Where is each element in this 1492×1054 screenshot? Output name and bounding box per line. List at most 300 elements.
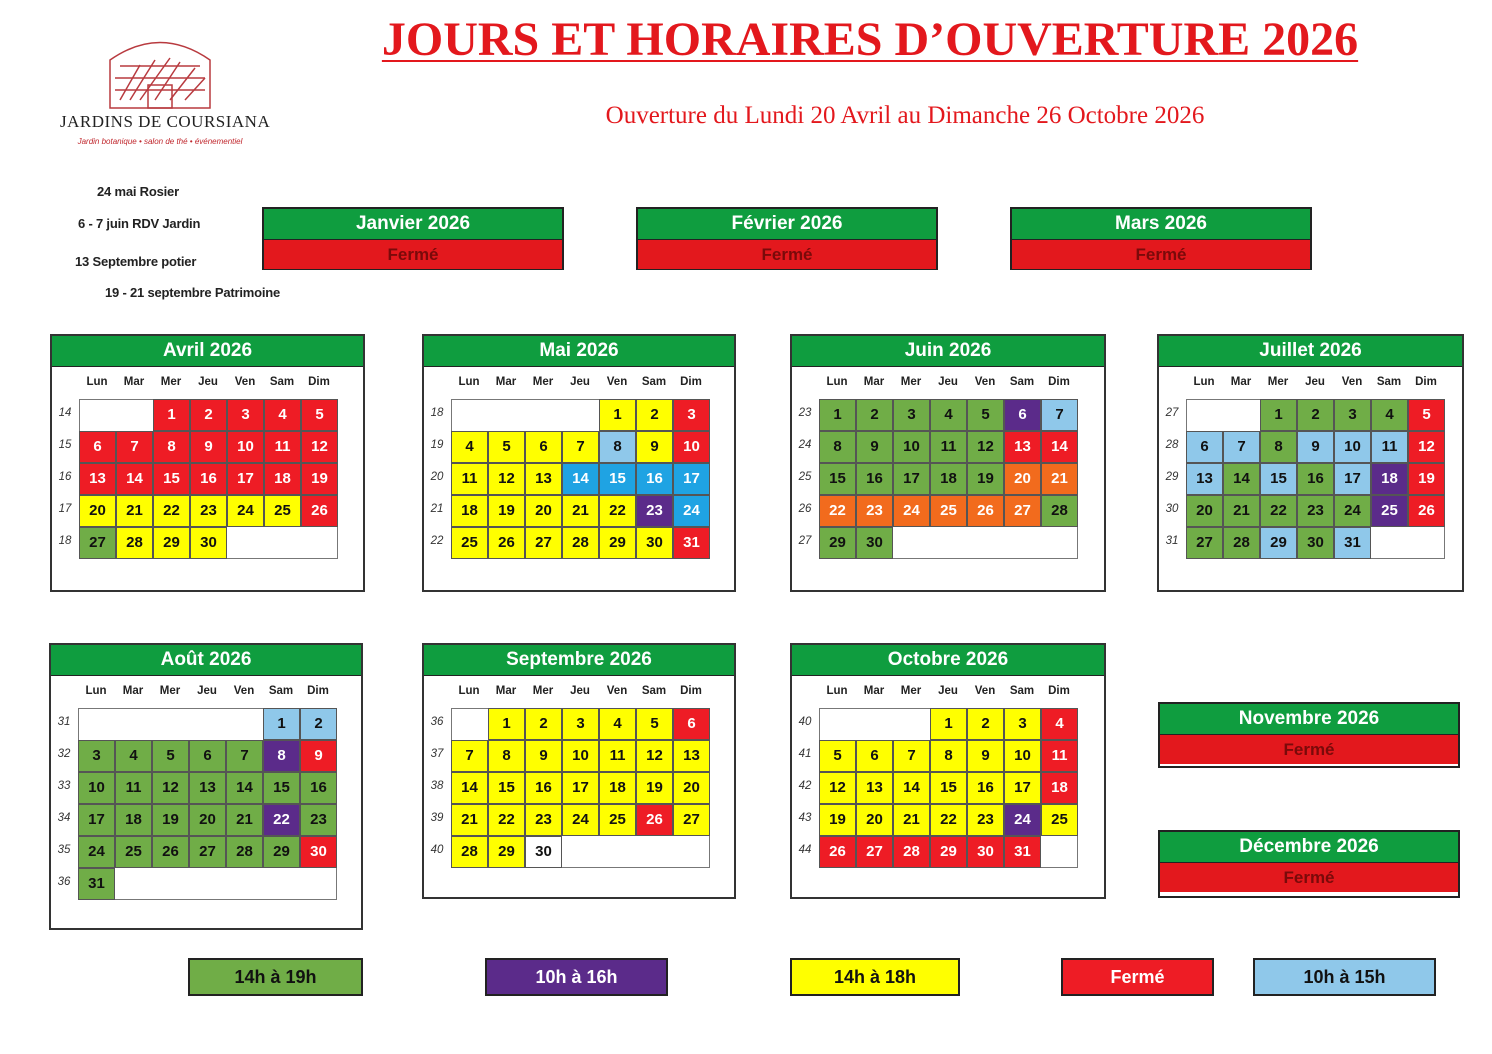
- day-cell: 20: [525, 495, 562, 527]
- day-cell: 18: [930, 463, 967, 495]
- weekday-label: Mar: [495, 685, 517, 697]
- weekday-label: Mar: [863, 685, 885, 697]
- day-cell: 12: [488, 463, 525, 495]
- day-cell: 1: [930, 708, 967, 740]
- closed-month-status: Fermé: [1160, 863, 1458, 892]
- day-cell: 19: [819, 804, 856, 836]
- day-cell: 30: [525, 836, 562, 868]
- weekday-label: Sam: [1376, 376, 1402, 388]
- day-cell: 3: [673, 399, 710, 431]
- day-cell: 27: [189, 836, 226, 868]
- calendar-title: Septembre 2026: [424, 645, 734, 676]
- weekday-label: Ven: [974, 376, 996, 388]
- day-cell: 2: [190, 399, 227, 431]
- legend-label: 14h à 18h: [833, 967, 917, 987]
- day-cell: 1: [488, 708, 525, 740]
- day-cell: 9: [1297, 431, 1334, 463]
- day-cell: 15: [488, 772, 525, 804]
- day-cell: 16: [1297, 463, 1334, 495]
- weekday-label: Lun: [1193, 376, 1215, 388]
- closed-month-decembre: [1158, 830, 1460, 898]
- day-cell: 29: [263, 836, 300, 868]
- day-cell: 28: [1223, 527, 1260, 559]
- day-cell: 19: [301, 463, 338, 495]
- day-cell: 27: [1004, 495, 1041, 527]
- week-number: 15: [58, 439, 72, 451]
- day-cell: 25: [1041, 804, 1078, 836]
- week-number: 18: [430, 407, 444, 419]
- weekday-label: Mar: [123, 376, 145, 388]
- day-cell: 8: [930, 740, 967, 772]
- weekday-label: Sam: [641, 376, 667, 388]
- day-cell: 8: [1260, 431, 1297, 463]
- day-cell: 16: [967, 772, 1004, 804]
- day-cell: 14: [1223, 463, 1260, 495]
- day-cell: 12: [636, 740, 673, 772]
- day-cell: 2: [967, 708, 1004, 740]
- weekday-label: Dim: [680, 685, 702, 697]
- legend-item: [790, 958, 960, 996]
- day-cell: 1: [1260, 399, 1297, 431]
- day-cell: 22: [1260, 495, 1297, 527]
- closed-month-status: Fermé: [638, 240, 936, 269]
- weekday-label: Mer: [532, 685, 554, 697]
- day-cell: 6: [1186, 431, 1223, 463]
- day-cell: 23: [636, 495, 673, 527]
- day-cell: 29: [599, 527, 636, 559]
- day-cell: 5: [152, 740, 189, 772]
- week-number: 40: [430, 844, 444, 856]
- day-cell: 26: [967, 495, 1004, 527]
- weekday-label: Dim: [1048, 376, 1070, 388]
- week-number: 17: [58, 503, 72, 515]
- week-number: 19: [430, 439, 444, 451]
- day-cell: 28: [116, 527, 153, 559]
- day-cell: 12: [967, 431, 1004, 463]
- logo-tagline: Jardin botanique • salon de thé • événementiel: [77, 137, 243, 146]
- day-cell: 27: [673, 804, 710, 836]
- day-cell: 9: [190, 431, 227, 463]
- weekday-label: Jeu: [570, 685, 590, 697]
- day-cell: 7: [451, 740, 488, 772]
- weekday-label: Ven: [233, 685, 255, 697]
- day-cell: 5: [967, 399, 1004, 431]
- weekday-label: Dim: [307, 685, 329, 697]
- day-cell: 5: [301, 399, 338, 431]
- day-cell: 18: [599, 772, 636, 804]
- day-cell: 13: [856, 772, 893, 804]
- weekday-label: Mar: [122, 685, 144, 697]
- day-cell: 16: [525, 772, 562, 804]
- day-cell: 3: [227, 399, 264, 431]
- week-number: 27: [1165, 407, 1179, 419]
- calendar-octobre: [790, 643, 1106, 899]
- day-cell: 16: [856, 463, 893, 495]
- day-cell: 7: [226, 740, 263, 772]
- week-number: 25: [798, 471, 812, 483]
- weekday-label: Ven: [606, 376, 628, 388]
- day-cell: 14: [893, 772, 930, 804]
- day-cell: 22: [930, 804, 967, 836]
- day-cell: 12: [1408, 431, 1445, 463]
- day-cell: 20: [1004, 463, 1041, 495]
- day-cell: 15: [819, 463, 856, 495]
- legend-item: [485, 958, 668, 996]
- calendar-title: Juillet 2026: [1159, 336, 1462, 367]
- weekday-label: Lun: [458, 685, 480, 697]
- week-number: 42: [798, 780, 812, 792]
- day-cell: 25: [1371, 495, 1408, 527]
- day-cell: 29: [819, 527, 856, 559]
- day-cell: 28: [893, 836, 930, 868]
- day-cell: 1: [263, 708, 300, 740]
- weekday-label: Lun: [458, 376, 480, 388]
- weekday-label: Dim: [1415, 376, 1437, 388]
- closed-month-janvier: [262, 207, 564, 270]
- day-cell: 11: [1371, 431, 1408, 463]
- day-cell: 9: [300, 740, 337, 772]
- day-cell: 28: [562, 527, 599, 559]
- day-cell: 21: [226, 804, 263, 836]
- day-cell: 6: [856, 740, 893, 772]
- calendar-title: Octobre 2026: [792, 645, 1104, 676]
- day-cell: 28: [226, 836, 263, 868]
- day-cell: 30: [856, 527, 893, 559]
- week-number: 18: [58, 535, 72, 547]
- day-cell: 26: [819, 836, 856, 868]
- day-cell: 17: [562, 772, 599, 804]
- day-cell: 23: [300, 804, 337, 836]
- day-cell: 7: [1223, 431, 1260, 463]
- day-cell: 2: [636, 399, 673, 431]
- weekday-label: Mer: [160, 376, 182, 388]
- day-cell: 13: [525, 463, 562, 495]
- day-cell: 2: [856, 399, 893, 431]
- day-cell: 1: [153, 399, 190, 431]
- day-cell: 11: [115, 772, 152, 804]
- week-number: 16: [58, 471, 72, 483]
- day-cell: 27: [79, 527, 116, 559]
- day-cell: 20: [79, 495, 116, 527]
- day-cell: 25: [599, 804, 636, 836]
- day-cell: 28: [1041, 495, 1078, 527]
- week-number: 23: [798, 407, 812, 419]
- day-cell: 17: [227, 463, 264, 495]
- day-cell: 10: [562, 740, 599, 772]
- day-cell: 20: [673, 772, 710, 804]
- event-item: 19 - 21 septembre Patrimoine: [105, 285, 281, 300]
- day-cell: 9: [525, 740, 562, 772]
- closed-month-title: Novembre 2026: [1160, 704, 1458, 735]
- day-cell: 12: [152, 772, 189, 804]
- weekday-label: Mer: [159, 685, 181, 697]
- day-cell: 29: [930, 836, 967, 868]
- day-cell: 21: [451, 804, 488, 836]
- legend-label: Fermé: [1110, 967, 1165, 987]
- weekday-label: Lun: [85, 685, 107, 697]
- day-cell: 22: [599, 495, 636, 527]
- day-cell: 25: [264, 495, 301, 527]
- page-subtitle: Ouverture du Lundi 20 Avril au Dimanche 26 Octobre 2026: [605, 102, 1205, 129]
- week-number: 34: [57, 812, 71, 824]
- day-cell: 19: [967, 463, 1004, 495]
- week-number: 20: [430, 471, 444, 483]
- day-cell: 9: [856, 431, 893, 463]
- legend-label: 10h à 16h: [535, 967, 618, 987]
- day-cell: 23: [856, 495, 893, 527]
- calendar-juin: [790, 334, 1106, 592]
- day-cell: 23: [1297, 495, 1334, 527]
- day-cell: 14: [451, 772, 488, 804]
- weekday-label: Sam: [1009, 685, 1035, 697]
- day-cell: 21: [562, 495, 599, 527]
- day-cell: 18: [115, 804, 152, 836]
- week-number: 30: [1165, 503, 1179, 515]
- day-cell: 13: [79, 463, 116, 495]
- week-number: 32: [57, 748, 71, 760]
- day-cell: 8: [488, 740, 525, 772]
- day-cell: 26: [301, 495, 338, 527]
- day-cell: 11: [1041, 740, 1078, 772]
- weekday-label: Sam: [269, 376, 295, 388]
- day-cell: 7: [893, 740, 930, 772]
- weekday-label: Ven: [606, 685, 628, 697]
- week-number: 40: [798, 716, 812, 728]
- week-number: 37: [430, 748, 444, 760]
- day-cell: 4: [930, 399, 967, 431]
- weekday-label: Mar: [495, 376, 517, 388]
- day-cell: 27: [525, 527, 562, 559]
- day-cell: 24: [673, 495, 710, 527]
- day-cell: 25: [115, 836, 152, 868]
- weekday-label: Dim: [308, 376, 330, 388]
- day-cell: 15: [599, 463, 636, 495]
- day-cell: 12: [301, 431, 338, 463]
- weekday-label: Mar: [863, 376, 885, 388]
- event-item: 24 mai Rosier: [97, 184, 179, 199]
- week-number: 27: [798, 535, 812, 547]
- closed-month-title: Février 2026: [638, 209, 936, 240]
- calendar-aout: [49, 643, 363, 930]
- day-cell: 17: [893, 463, 930, 495]
- day-cell: 20: [856, 804, 893, 836]
- day-cell: 29: [153, 527, 190, 559]
- day-cell: 22: [263, 804, 300, 836]
- day-cell: 21: [1041, 463, 1078, 495]
- day-cell: 17: [1004, 772, 1041, 804]
- day-cell: 18: [1041, 772, 1078, 804]
- week-number: 41: [798, 748, 812, 760]
- day-cell: 24: [893, 495, 930, 527]
- weekday-label: Mer: [1267, 376, 1289, 388]
- day-cell: 11: [451, 463, 488, 495]
- day-cell: 18: [1371, 463, 1408, 495]
- day-cell: 6: [189, 740, 226, 772]
- day-cell: 21: [116, 495, 153, 527]
- calendar-title: Août 2026: [51, 645, 361, 676]
- weekday-label: Jeu: [570, 376, 590, 388]
- weekday-label: Jeu: [198, 376, 218, 388]
- day-cell: 8: [819, 431, 856, 463]
- legend-label: 10h à 15h: [1303, 967, 1386, 987]
- closed-month-mars: [1010, 207, 1312, 270]
- day-cell: 8: [153, 431, 190, 463]
- day-cell: 17: [78, 804, 115, 836]
- day-cell: 2: [300, 708, 337, 740]
- weekday-label: Mer: [900, 685, 922, 697]
- day-cell: 10: [78, 772, 115, 804]
- closed-month-title: Mars 2026: [1012, 209, 1310, 240]
- closed-month-status: Fermé: [1160, 735, 1458, 764]
- closed-month-fevrier: [636, 207, 938, 270]
- weekday-label: Jeu: [938, 685, 958, 697]
- day-cell: 9: [967, 740, 1004, 772]
- day-cell: 7: [116, 431, 153, 463]
- day-cell: 6: [1004, 399, 1041, 431]
- legend-label: 14h à 19h: [234, 967, 317, 987]
- day-cell: 16: [300, 772, 337, 804]
- week-number: 33: [57, 780, 71, 792]
- week-number: 28: [1165, 439, 1179, 451]
- day-cell: 24: [227, 495, 264, 527]
- day-cell: 24: [78, 836, 115, 868]
- day-cell: 15: [930, 772, 967, 804]
- day-cell: 22: [488, 804, 525, 836]
- day-cell: 31: [673, 527, 710, 559]
- day-cell: 15: [153, 463, 190, 495]
- closed-month-title: Décembre 2026: [1160, 832, 1458, 863]
- day-cell: 13: [673, 740, 710, 772]
- day-cell: 10: [1004, 740, 1041, 772]
- day-cell: 4: [451, 431, 488, 463]
- day-cell: 14: [226, 772, 263, 804]
- week-number: 26: [798, 503, 812, 515]
- week-number: 14: [58, 407, 72, 419]
- day-cell: 24: [1334, 495, 1371, 527]
- week-number: 22: [430, 535, 444, 547]
- day-cell: 31: [78, 868, 115, 900]
- weekday-label: Lun: [826, 376, 848, 388]
- day-cell: 22: [819, 495, 856, 527]
- day-cell: 3: [1004, 708, 1041, 740]
- day-cell: 3: [893, 399, 930, 431]
- calendar-title: Avril 2026: [52, 336, 363, 367]
- day-cell: 13: [189, 772, 226, 804]
- day-cell: 2: [525, 708, 562, 740]
- day-cell: 23: [967, 804, 1004, 836]
- day-cell: 8: [263, 740, 300, 772]
- day-cell: 16: [636, 463, 673, 495]
- day-cell: 19: [152, 804, 189, 836]
- day-cell: 4: [115, 740, 152, 772]
- day-cell: 2: [1297, 399, 1334, 431]
- calendar-avril: [50, 334, 365, 592]
- weekday-label: Mer: [532, 376, 554, 388]
- weekday-label: Mer: [900, 376, 922, 388]
- day-cell: 13: [1004, 431, 1041, 463]
- day-cell: 10: [673, 431, 710, 463]
- day-cell: 16: [190, 463, 227, 495]
- week-number: 43: [798, 812, 812, 824]
- day-cell: 4: [264, 399, 301, 431]
- weekday-label: Dim: [1048, 685, 1070, 697]
- day-cell: 19: [488, 495, 525, 527]
- day-cell: 7: [1041, 399, 1078, 431]
- weekday-label: Sam: [1009, 376, 1035, 388]
- day-cell: 27: [856, 836, 893, 868]
- closed-month-status: Fermé: [264, 240, 562, 269]
- day-cell: 3: [562, 708, 599, 740]
- day-cell: 14: [562, 463, 599, 495]
- day-cell: 10: [893, 431, 930, 463]
- event-item: 6 - 7 juin RDV Jardin: [78, 216, 201, 231]
- logo-building-icon: [60, 30, 260, 110]
- legend-item: [188, 958, 363, 996]
- day-cell: 9: [636, 431, 673, 463]
- day-cell: 28: [451, 836, 488, 868]
- day-cell: 26: [1408, 495, 1445, 527]
- day-cell: 15: [1260, 463, 1297, 495]
- day-cell: 18: [264, 463, 301, 495]
- day-cell: 27: [1186, 527, 1223, 559]
- day-cell: 17: [1334, 463, 1371, 495]
- event-item: 13 Septembre potier: [75, 254, 197, 269]
- day-cell: 24: [1004, 804, 1041, 836]
- day-cell: 30: [300, 836, 337, 868]
- week-number: 24: [798, 439, 812, 451]
- day-cell: 14: [1041, 431, 1078, 463]
- week-number: 38: [430, 780, 444, 792]
- day-cell: 19: [1408, 463, 1445, 495]
- weekday-label: Sam: [641, 685, 667, 697]
- day-cell: 26: [488, 527, 525, 559]
- day-cell: 26: [152, 836, 189, 868]
- calendar-title: Juin 2026: [792, 336, 1104, 367]
- day-cell: 11: [930, 431, 967, 463]
- day-cell: 29: [1260, 527, 1297, 559]
- day-cell: 6: [673, 708, 710, 740]
- day-cell: 5: [636, 708, 673, 740]
- calendar-mai: [422, 334, 736, 592]
- day-cell: 30: [190, 527, 227, 559]
- day-cell: 3: [1334, 399, 1371, 431]
- day-cell: 31: [1004, 836, 1041, 868]
- day-cell: 14: [116, 463, 153, 495]
- closed-month-status: Fermé: [1012, 240, 1310, 269]
- day-cell: 15: [263, 772, 300, 804]
- day-cell: 1: [599, 399, 636, 431]
- day-cell: 6: [525, 431, 562, 463]
- weekday-label: Jeu: [938, 376, 958, 388]
- day-cell: 3: [78, 740, 115, 772]
- weekday-label: Ven: [974, 685, 996, 697]
- day-cell: 30: [967, 836, 1004, 868]
- day-cell: 25: [451, 527, 488, 559]
- day-cell: 30: [1297, 527, 1334, 559]
- weekday-label: Mar: [1230, 376, 1252, 388]
- day-cell: 20: [1186, 495, 1223, 527]
- day-cell: 5: [1408, 399, 1445, 431]
- day-cell: 5: [488, 431, 525, 463]
- day-cell: 22: [153, 495, 190, 527]
- day-cell: 19: [636, 772, 673, 804]
- day-cell: 10: [227, 431, 264, 463]
- weekday-label: Ven: [234, 376, 256, 388]
- day-cell: 11: [599, 740, 636, 772]
- calendar-title: Mai 2026: [424, 336, 734, 367]
- day-cell: 4: [1041, 708, 1078, 740]
- logo-name: JARDINS DE COURSIANA: [60, 112, 271, 131]
